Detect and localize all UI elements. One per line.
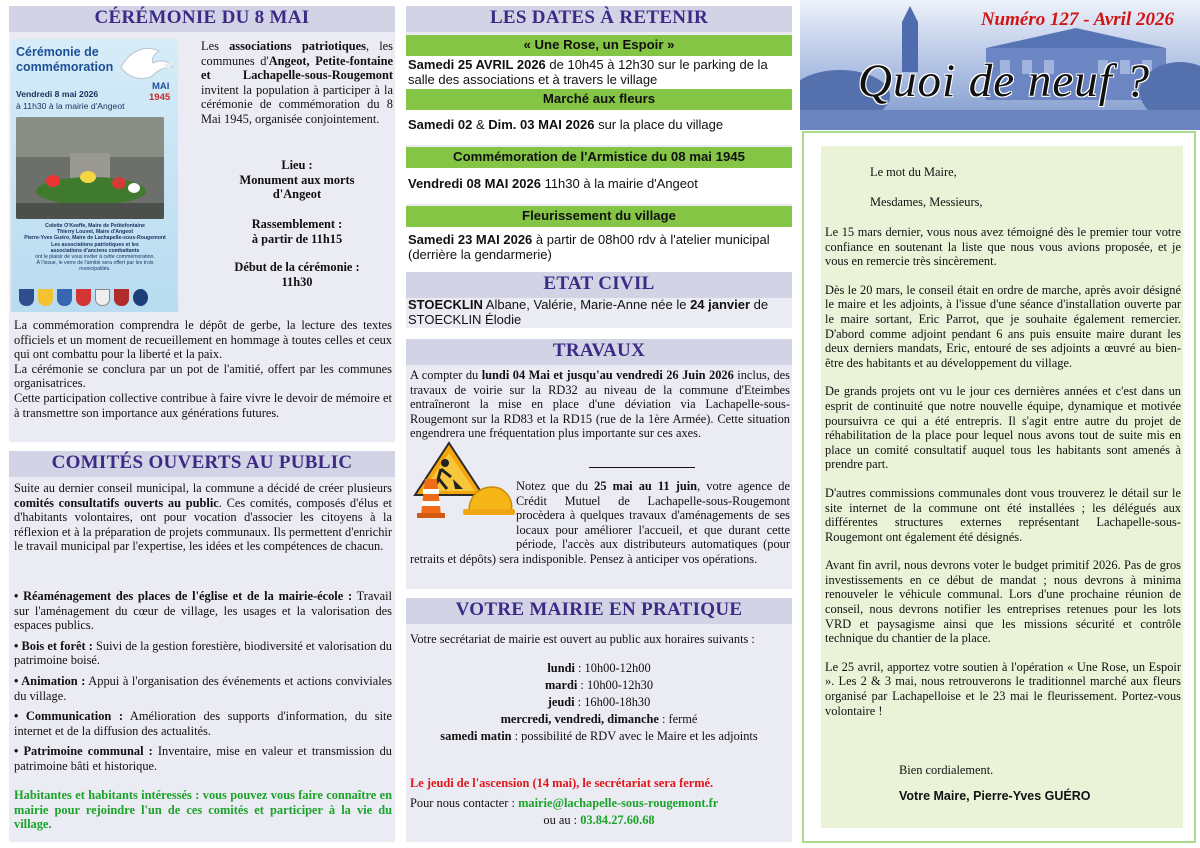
- poster-title-1: Cérémonie de: [16, 45, 99, 59]
- masthead: [800, 0, 1200, 130]
- mairie-closed-notice: Le jeudi de l'ascension (14 mai), le secrétariat sera fermé.: [410, 776, 714, 790]
- event-marche: Marché aux fleurs Samedi 02 & Dim. 03 MAI 2026 sur la place du village: [406, 89, 792, 145]
- coat-of-arms-icon: [19, 289, 34, 306]
- mairie-title: VOTRE MAIRIE EN PRATIQUE: [406, 598, 792, 624]
- committees-list: [14, 589, 392, 774]
- ceremony-rassemblement: Rassemblement : à partir de 11h15: [251, 217, 343, 246]
- poster-time-place: à 11h30 à la mairie d'Angeot: [16, 101, 125, 111]
- ceremony-panel: [9, 6, 395, 442]
- mayor-letter: [821, 146, 1183, 828]
- etat-civil-text: STOECKLIN Albane, Valérie, Marie-Anne née le 24 janvier de STOECKLIN Élodie: [408, 297, 769, 327]
- coat-of-arms-icon: [133, 289, 148, 306]
- dates-title: LES DATES À RETENIR: [406, 6, 792, 32]
- dates-panel: [406, 6, 792, 260]
- poster-logos: [19, 289, 148, 306]
- ceremony-debut: Début de la cérémonie : 11h30: [234, 260, 360, 289]
- ceremony-title: CÉRÉMONIE DU 8 MAI: [9, 6, 395, 32]
- poster-month: MAI: [152, 81, 170, 92]
- coat-of-arms-icon: [95, 289, 110, 306]
- monument-photo: [16, 117, 164, 219]
- committees-panel: [9, 451, 395, 842]
- committees-title: COMITÉS OUVERTS AU PUBLIC: [9, 451, 395, 477]
- poster-names: Colette O'Keeffe, Maire de Petitefontaine Thierry Louvet, Maire d'Angeot Pierre-Yves Guéro, Maire de Lachapelle-sous-Rougemont Les associations patriotiques et les associations d'anciens combattants ont le plaisir de vous inviter à cette commémoration. À l'issue, le verre de l'amitié sera offert par les trois municipalités.: [24, 223, 166, 273]
- event-rose: « Une Rose, un Espoir » Samedi 25 AVRIL 2026 de 10h45 à 12h30 sur le parking de la salle des associations et à travers le village: [406, 35, 792, 89]
- travaux-panel: [406, 339, 792, 589]
- ceremony-intro: Les associations patriotiques, les communes d'Angeot, Petite-fontaine et Lachapelle-sous-Rougemont invitent la population à participer à la cérémonie de commémoration du 8 Mai 1945, organisée conjointement.: [201, 39, 393, 126]
- mayor-letter-frame: [802, 131, 1196, 843]
- email-link[interactable]: mairie@lachapelle-sous-rougemont.fr: [518, 796, 719, 810]
- dove-icon: [117, 41, 177, 85]
- coat-of-arms-icon: [76, 289, 91, 306]
- etat-civil-panel: [406, 272, 792, 328]
- mairie-hours: [410, 660, 788, 745]
- coat-of-arms-icon: [57, 289, 72, 306]
- poster-title-2: commémoration: [16, 60, 114, 74]
- hours-row: samedi matin : possibilité de RDV avec le Maire et les adjoints: [440, 729, 758, 743]
- mairie-panel: [406, 598, 792, 842]
- mayor-greeting: Mesdames, Messieurs,: [870, 195, 983, 209]
- poster-year: 1945: [149, 92, 171, 103]
- ceremony-body: La commémoration comprendra le dépôt de gerbe, la lecture des textes officiels et un moment de recueillement en hommage à toutes celles et ceux qui ont combattu pour la liberté et la paix. La cérémonie se conclura par un pot de l'amitié, offert par les communes organisatrices. Cette participation collective contribue à faire vivre le devoir de mémoire et à transmettre son importance aux générations futures.: [14, 318, 392, 420]
- list-item: • Communication : Amélioration des supports d'information, du site internet et de la diffusion des actualités.: [14, 709, 392, 738]
- list-item: • Animation : Appui à l'organisation des événements et actions conviviales du village.: [14, 673, 393, 703]
- etat-civil-title: ETAT CIVIL: [406, 272, 792, 298]
- list-item: • Réaménagement des places de l'église et de la mairie-école : Travail sur l'aménagement du cœur de village, les usages et la valorisation des espaces publics.: [14, 589, 392, 633]
- hours-row: mercredi, vendredi, dimanche : fermé: [500, 712, 698, 726]
- issue-number: Numéro 127 - Avril 2026: [980, 9, 1174, 30]
- travaux-p1: A compter du lundi 04 Mai et jusqu'au vendredi 26 Juin 2026 inclus, des travaux de voirie sur la RD32 au niveau de la commune d'Eteimbes entraîneront la mise en place d'une déviation via Lachapelle-sous-Rougemont sur la RD83 et la RD15 (rue de la 1ère Armée). Cette situation engendrera une fréquentation plus importante sur ces axes.: [410, 368, 790, 441]
- mairie-intro: Votre secrétariat de mairie est ouvert au public aux horaires suivants :: [410, 632, 755, 646]
- events-list: [406, 35, 792, 263]
- ceremony-lieu: Lieu : Monument aux morts d'Angeot: [239, 158, 355, 202]
- mayor-body: Le 15 mars dernier, vous nous avez témoigné dès le premier tour votre confiance en soutenant la liste que nous vous avions proposée, et je vous en remercie très sincèrement. Dès le 20 mars, le conseil était en ordre de marche, après avoir désigné le maire et les adjoints, à l'issue d'une séance d'installation ouverte par le maire sortant, Eric Parrot, que je souhaite également remercier. D'abord comme adjoint pendant 6 ans puis ensuite maire durant les deux derniers mandats, Eric, entouré de ses adjoints a œuvré au bien-être des habitants et au développement du village. De grands projets ont vu le jour ces dernières années et c'est dans un esprit de continuité que notre nouvelle équipe, dynamique et motivée poursuivra ce qui a été entrepris. Il s'agit entre autre du projet de réhabilitation de la place pour lequel nous avons tout de suite mis en place un comité consultatif auquel tous les habitants sont amenés à prendre part. D'autres commissions communales dont vous trouverez le détail sur le site internet de la commune ont été installées ; les délégués aux différentes structures externes représentant Lachapelle-sous-Rougemont ont également été désignés. Avant fin avril, nous devrons voter le budget primitif 2026. Pas de gros investissements en ce début de mandat ; nous devrons à minima renouveler le véhicule communal. Lors d'une prochaine réunion de conseil, nous devrons notifier les entreprises retenues pour les lots VRD et paysagisme ainsi que les missions sécurité et contrôle technique du chantier de la place. Le 25 avril, apportez votre soutien à l'opération « Une Rose, un Espoir ». Les 2 & 3 mai, nous retrouverons le traditionnel marché aux fleurs organisé par Lachapelloise et le 23 mai le fleurissement. Portez-vous volontaire !: [825, 225, 1181, 718]
- ceremony-poster: [11, 39, 178, 312]
- list-item: • Patrimoine communal : Inventaire, mise en valeur et transmission du patrimoine bâti et historique.: [14, 744, 392, 773]
- mayor-heading: Le mot du Maire,: [870, 165, 957, 179]
- committees-callout: Habitantes et habitants intéressés : vous pouvez vous faire connaître en mairie pour rejoindre l'un de ces comités et participer à la vie du village.: [14, 788, 392, 832]
- coat-of-arms-icon: [38, 289, 53, 306]
- event-fleurissement: Fleurissement du village Samedi 23 MAI 2026 à partir de 08h00 rdv à l'atelier municipal (derrière la gendarmerie): [406, 206, 792, 263]
- travaux-p2: Notez que du 25 mai au 11 juin, votre agence de Crédit Mutuel de Lachapelle-sous-Rougemont procèdera à quelques travaux d'aménagements de ses locaux pour améliorer l'accueil, et que durant cette période, l'accès aux distributeurs automatiques (pour retraits et dépôts) sera indisponible. Pensez à anticiper vos opérations.: [410, 479, 790, 566]
- mairie-contact: Pour nous contacter : mairie@lachapelle-sous-rougemont.fr ou au : 03.84.27.60.68: [410, 796, 719, 827]
- hours-row: lundi : 10h00-12h00: [547, 661, 651, 675]
- left-column: [9, 0, 395, 848]
- phone-number[interactable]: 03.84.27.60.68: [580, 813, 655, 827]
- middle-column: [406, 0, 792, 848]
- mayor-closing: Bien cordialement.: [899, 763, 994, 777]
- hours-row: mardi : 10h00-12h30: [544, 678, 654, 692]
- committees-intro: Suite au dernier conseil municipal, la commune a décidé de créer plusieurs comités consultatifs ouverts au public. Ces comités, composés d'élus et d'habitants volontaires, ont pour vocation d'associer les citoyens à la réflexion et à la préparation de projets communaux. Ils permettent d'enrichir le travail municipal par l'expertise, les idées et les compétences de chacun.: [14, 481, 392, 554]
- travaux-divider: [589, 467, 695, 468]
- newsletter-title: Quoi de neuf ?: [858, 55, 1151, 107]
- poster-date: Vendredi 8 mai 2026: [16, 89, 99, 99]
- hours-row: jeudi : 16h00-18h30: [547, 695, 651, 709]
- event-armistice: Commémoration de l'Armistice du 08 mai 1945 Vendredi 08 MAI 2026 11h30 à la mairie d'Angeot: [406, 147, 792, 204]
- coat-of-arms-icon: [114, 289, 129, 306]
- list-item: • Bois et forêt : Suivi de la gestion forestière, biodiversité et valorisation du patrimoine boisé.: [14, 638, 392, 668]
- right-column: [800, 0, 1200, 848]
- mayor-signature: Votre Maire, Pierre-Yves GUÉRO: [899, 789, 1091, 803]
- travaux-title: TRAVAUX: [406, 339, 792, 365]
